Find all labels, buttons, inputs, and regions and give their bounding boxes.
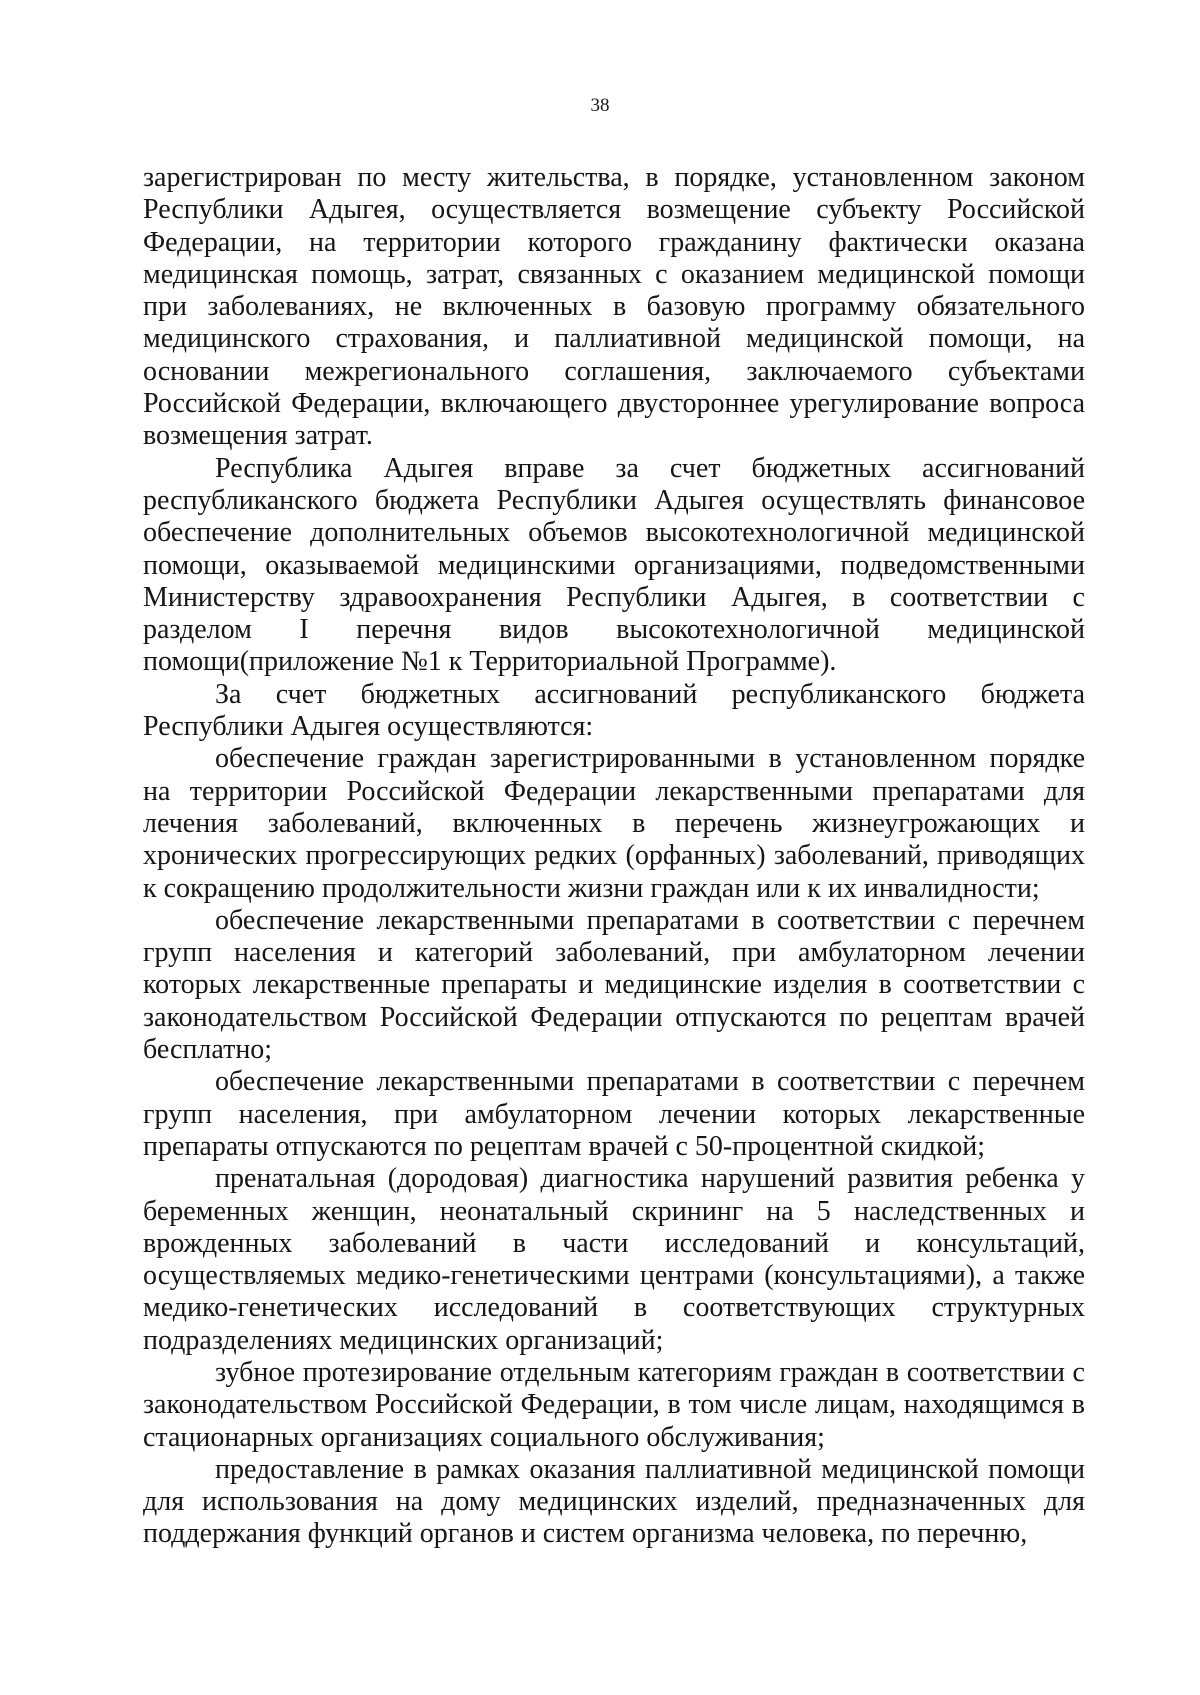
document-body <box>143 162 1085 1551</box>
paragraph-1: зарегистрирован по месту жительства, в порядке, установленном законом Республики Адыгея, осуществляется возмещение субъекту Российской Федерации, на территории которого гражданину фактически оказана медицинская помощь, затрат, связанных с оказанием медицинской помощи при заболеваниях, не включенных в базовую программу обязательного медицинского страхования, и паллиативной медицинской помощи, на основании межрегионального соглашения, заключаемого субъектами Российской Федерации, включающего двустороннее урегулирование вопроса возмещения затрат. <box>143 162 1085 452</box>
paragraph-2: Республика Адыгея вправе за счет бюджетных ассигнований республиканского бюджета Республики Адыгея осуществлять финансовое обеспечение дополнительных объемов высокотехнологичной медицинской помощи, оказываемой медицинскими организациями, подведомственными Министерству здравоохранения Республики Адыгея, в соответствии с разделом I перечня видов высокотехнологичной медицинской помощи(приложение №1 к Территориальной Программе). <box>143 452 1085 678</box>
page-number: 38 <box>590 95 610 116</box>
paragraph-6: обеспечение лекарственными препаратами в соответствии с перечнем групп населения, при амбулаторном лечении которых лекарственные препараты отпускаются по рецептам врачей с 50-процентной скидкой; <box>143 1066 1085 1162</box>
paragraph-3: За счет бюджетных ассигнований республиканского бюджета Республики Адыгея осуществляются: <box>143 678 1085 743</box>
paragraph-8: зубное протезирование отдельным категориям граждан в соответствии с законодательством Российской Федерации, в том числе лицам, находящимся в стационарных организациях социального обслуживания; <box>143 1356 1085 1453</box>
paragraph-7: пренатальная (дородовая) диагностика нарушений развития ребенка у беременных женщин, неонатальный скрининг на 5 наследственных и врожденных заболеваний в части исследований и консультаций, осуществляемых медико-генетическими центрами (консультациями), а также медико-генетических исследований в соответствующих структурных подразделениях медицинских организаций; <box>143 1163 1085 1356</box>
paragraph-4: обеспечение граждан зарегистрированными в установленном порядке на территории Российской Федерации лекарственными препаратами для лечения заболеваний, включенных в перечень жизнеугрожающих и хронических прогрессирующих редких (орфанных) заболеваний, приводящих к сокращению продолжительности жизни граждан или к их инвалидности; <box>143 743 1085 904</box>
paragraph-5: обеспечение лекарственными препаратами в соответствии с перечнем групп населения и категорий заболеваний, при амбулаторном лечении которых лекарственные препараты и медицинские изделия в соответствии с законодательством Российской Федерации отпускаются по рецептам врачей бесплатно; <box>143 904 1085 1066</box>
paragraph-9: предоставление в рамках оказания паллиативной медицинской помощи для использования на дому медицинских изделий, предназначенных для поддержания функций органов и систем организма человека, по перечню, <box>143 1453 1085 1550</box>
